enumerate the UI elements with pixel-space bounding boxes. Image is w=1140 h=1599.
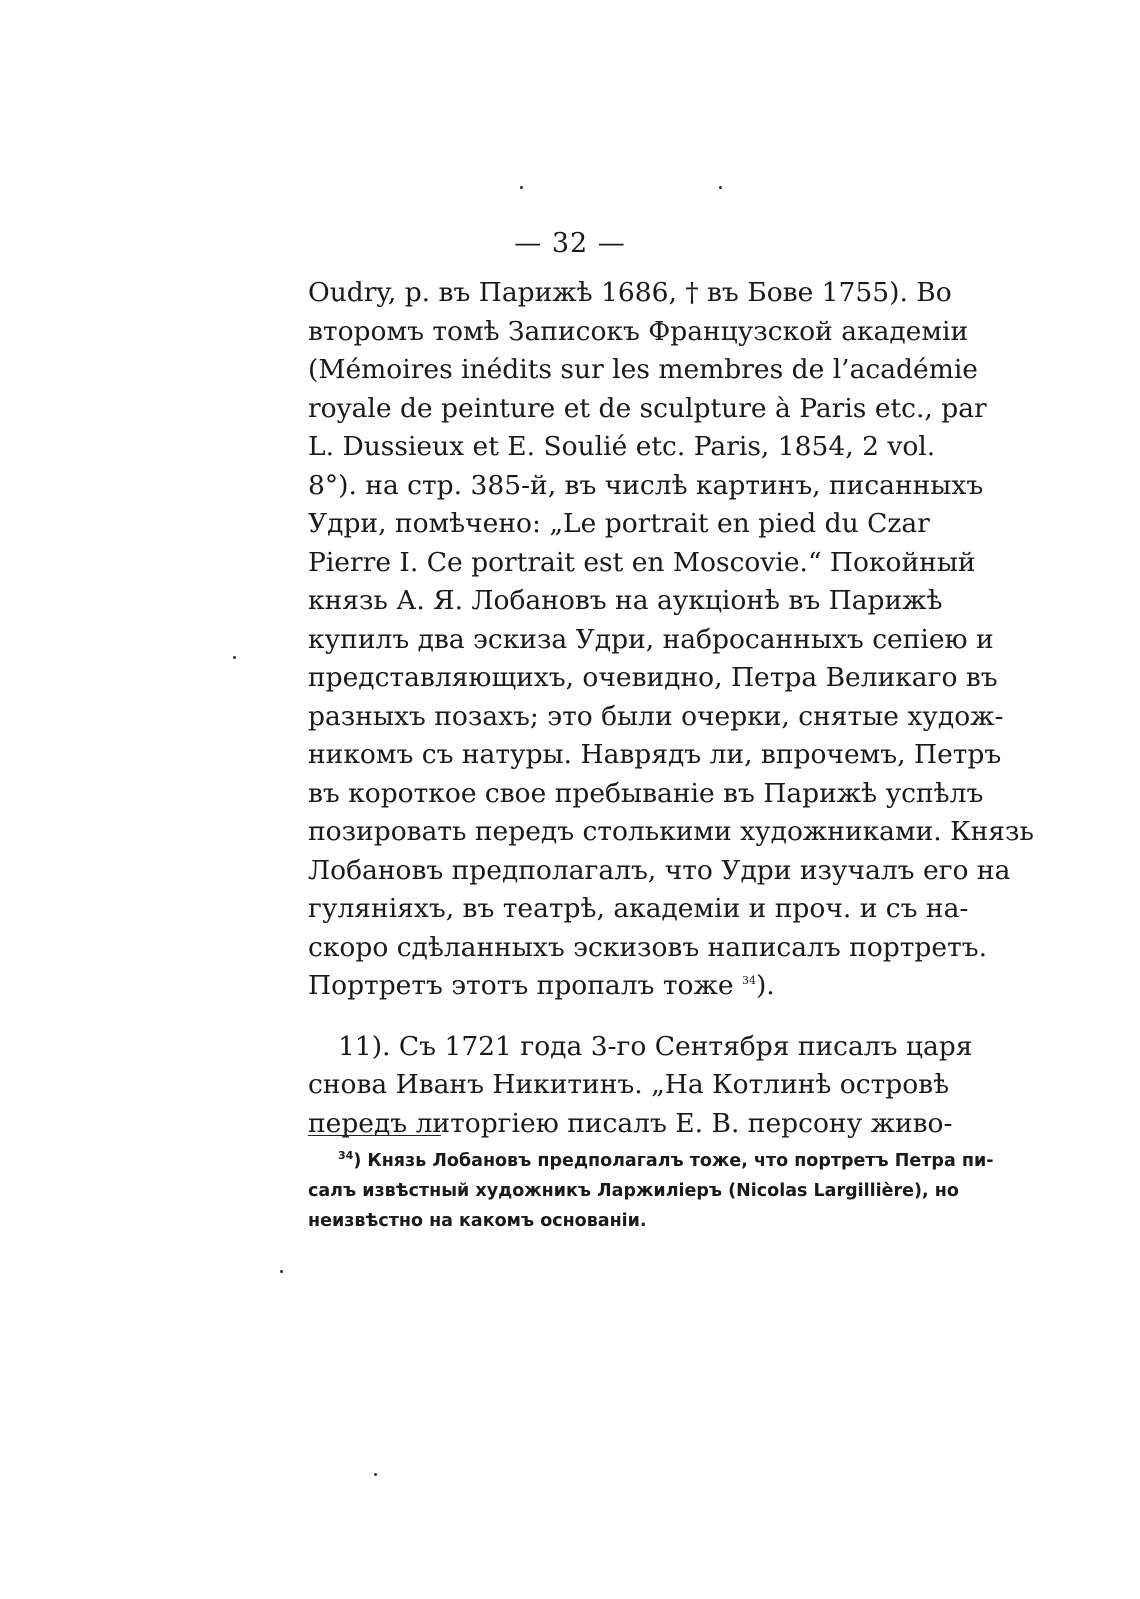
text-line-last [308, 967, 924, 1006]
text-line: представляющихъ, очевидно, Петра Великаго въ [308, 662, 998, 693]
body-text [308, 274, 1034, 1143]
scan-speck [280, 1270, 283, 1273]
text-line: 8°). на стр. 385-й, въ числѣ картинъ, писанныхъ [308, 469, 984, 501]
text-line: Лобановъ предполагалъ, что Удри изучалъ его на [308, 854, 1011, 886]
scan-speck [233, 656, 236, 659]
text-line: въ короткое свое пребыванiе въ Парижѣ успѣлъ [308, 777, 984, 809]
text-line: снова Иванъ Никитинъ. „На Котлинѣ островѣ [308, 1069, 950, 1100]
text-line: гулянiяхъ, въ театрѣ, академiи и проч. и съ на- [308, 893, 969, 924]
footnote-line [308, 1146, 994, 1176]
text-line-content: Портретъ этотъ пропалъ тоже [308, 970, 734, 1001]
text-line: позировать передъ столькими художниками. Князь [308, 816, 1034, 847]
text-line: (Mémoires inédits sur les membres de l’académie [308, 354, 978, 385]
text-line: никомъ съ натуры. Наврядъ ли, впрочемъ, Петръ [308, 739, 1002, 770]
footnote-line-text: ) Князь Лобановъ предполагалъ тоже, что портретъ Петра пи- [353, 1151, 994, 1171]
text-line: разныхъ позахъ; это были очерки, снятые худож- [308, 700, 1004, 732]
paragraph-2 [308, 1028, 973, 1144]
text-line: скоро сдѣланныхъ эскизовъ написалъ портретъ. [308, 931, 988, 963]
text-line: Удри, помѣчено: „Le portrait en pied du Czar [308, 508, 930, 539]
scan-speck [374, 1473, 377, 1476]
text-line: 11). Съ 1721 года 3-го Сентября писалъ царя [338, 1030, 973, 1062]
footnote-line: салъ извѣстный художникъ Ларжилiеръ (Nicolas Largillière), но [308, 1181, 959, 1201]
text-line: royale de peinture et de sculpture à Paris etc., par [308, 392, 987, 424]
text-line: второмъ томѣ Записокъ Французской академiи [308, 315, 969, 347]
scan-speck [719, 186, 722, 189]
footnote-reference[interactable]: 34 [741, 974, 756, 988]
scan-speck [520, 186, 523, 189]
text-line: Pierre I. Ce portrait est en Moscovie.“ Покойный [308, 546, 976, 578]
paragraph-1 [308, 274, 1034, 1006]
text-line: передъ литоргiею писалъ Е. В. персону живо- [308, 1107, 953, 1139]
text-line: князь А. Я. Лобановъ на аукцiонѣ въ Парижѣ [308, 585, 943, 616]
footnote-marker: 34 [338, 1149, 354, 1163]
page-number: — 32 — [514, 228, 626, 259]
text-line: купилъ два эскиза Удри, набросанныхъ сепiею и [308, 623, 994, 655]
footnote [308, 1146, 994, 1236]
paragraph-gap [308, 1006, 924, 1028]
footnote-line: неизвѣстно на какомъ основанiи. [308, 1211, 647, 1231]
text-line: L. Dussieux et E. Soulié etc. Paris, 1854, 2 vol. [308, 431, 936, 462]
footnote-rule [308, 1135, 441, 1136]
text-line: Oudry, p. въ Парижѣ 1686, † въ Бове 1755). Во [308, 277, 952, 308]
text-line-tail: ). [755, 970, 775, 1001]
